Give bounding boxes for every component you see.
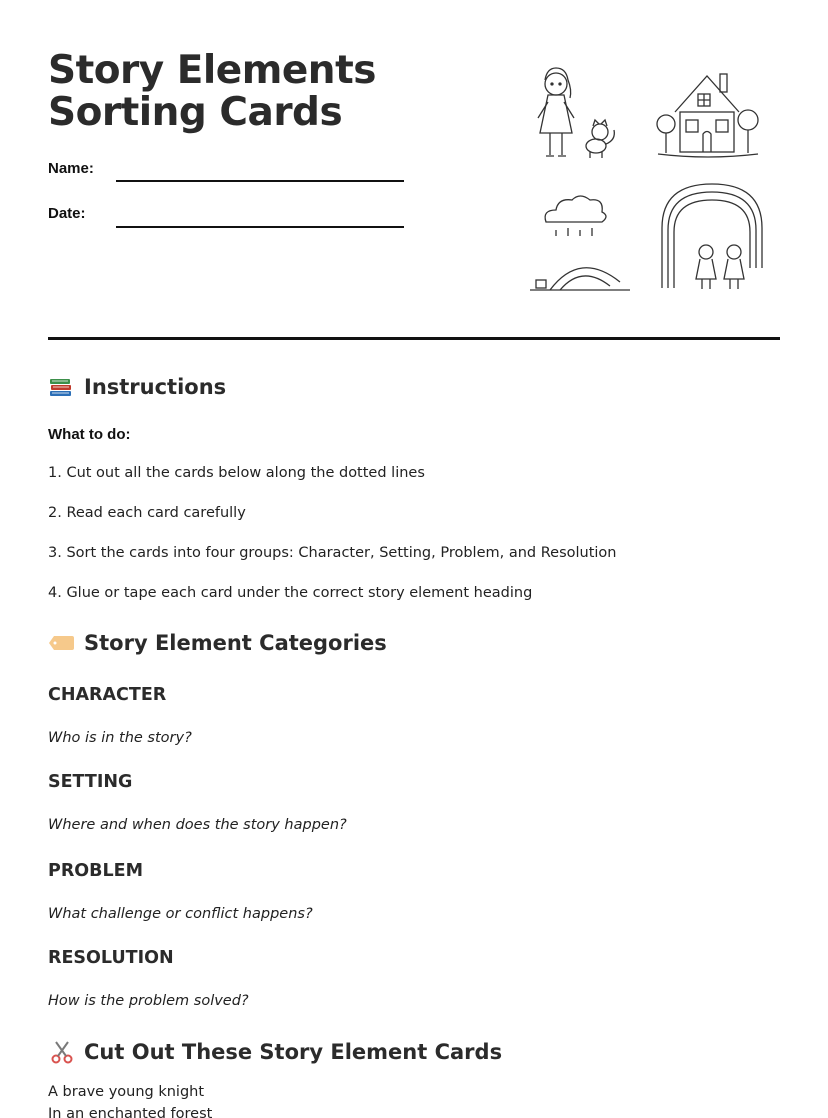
instruction-step: 1. Cut out all the cards below along the dotted lines (48, 465, 425, 481)
scissors-icon (48, 1040, 76, 1064)
category-name: PROBLEM (48, 861, 144, 881)
category-question: How is the problem solved? (48, 993, 249, 1009)
rain-cloud-drawing (545, 196, 606, 236)
instructions-heading-text: Instructions (84, 375, 227, 399)
what-to-do-label: What to do: (48, 426, 131, 443)
instruction-step: 2. Read each card carefully (48, 505, 246, 521)
cards-heading (48, 1040, 502, 1064)
instruction-step: 3. Sort the cards into four groups: Character, Setting, Problem, and Resolution (48, 545, 617, 561)
story-illustrations (520, 62, 780, 302)
header-divider (48, 337, 780, 340)
cat-drawing (586, 120, 614, 158)
categories-heading (48, 631, 387, 655)
house-drawing (657, 74, 758, 157)
bridge-drawing (530, 268, 630, 290)
rainbow-kids-drawing (662, 184, 762, 289)
category-question: Where and when does the story happen? (48, 817, 347, 833)
category-question: What challenge or conflict happens? (48, 906, 313, 922)
name-label: Name: (48, 160, 94, 177)
instruction-step: 4. Glue or tape each card under the correct story element heading (48, 585, 533, 601)
instructions-heading (48, 375, 226, 399)
categories-heading-text: Story Element Categories (84, 631, 387, 655)
category-name: SETTING (48, 772, 133, 792)
page-title: Story Elements Sorting Cards (48, 48, 376, 135)
category-question: Who is in the story? (48, 730, 192, 746)
cards-heading-text: Cut Out These Story Element Cards (84, 1040, 503, 1064)
category-name: CHARACTER (48, 685, 167, 705)
date-label: Date: (48, 205, 86, 222)
label-tag-icon (48, 631, 76, 655)
category-name: RESOLUTION (48, 948, 174, 968)
girl-drawing (538, 68, 574, 156)
date-line (116, 226, 404, 228)
books-icon (48, 375, 76, 399)
story-card: In an enchanted forest (48, 1106, 213, 1118)
story-card: A brave young knight (48, 1084, 205, 1100)
name-line (116, 180, 404, 182)
